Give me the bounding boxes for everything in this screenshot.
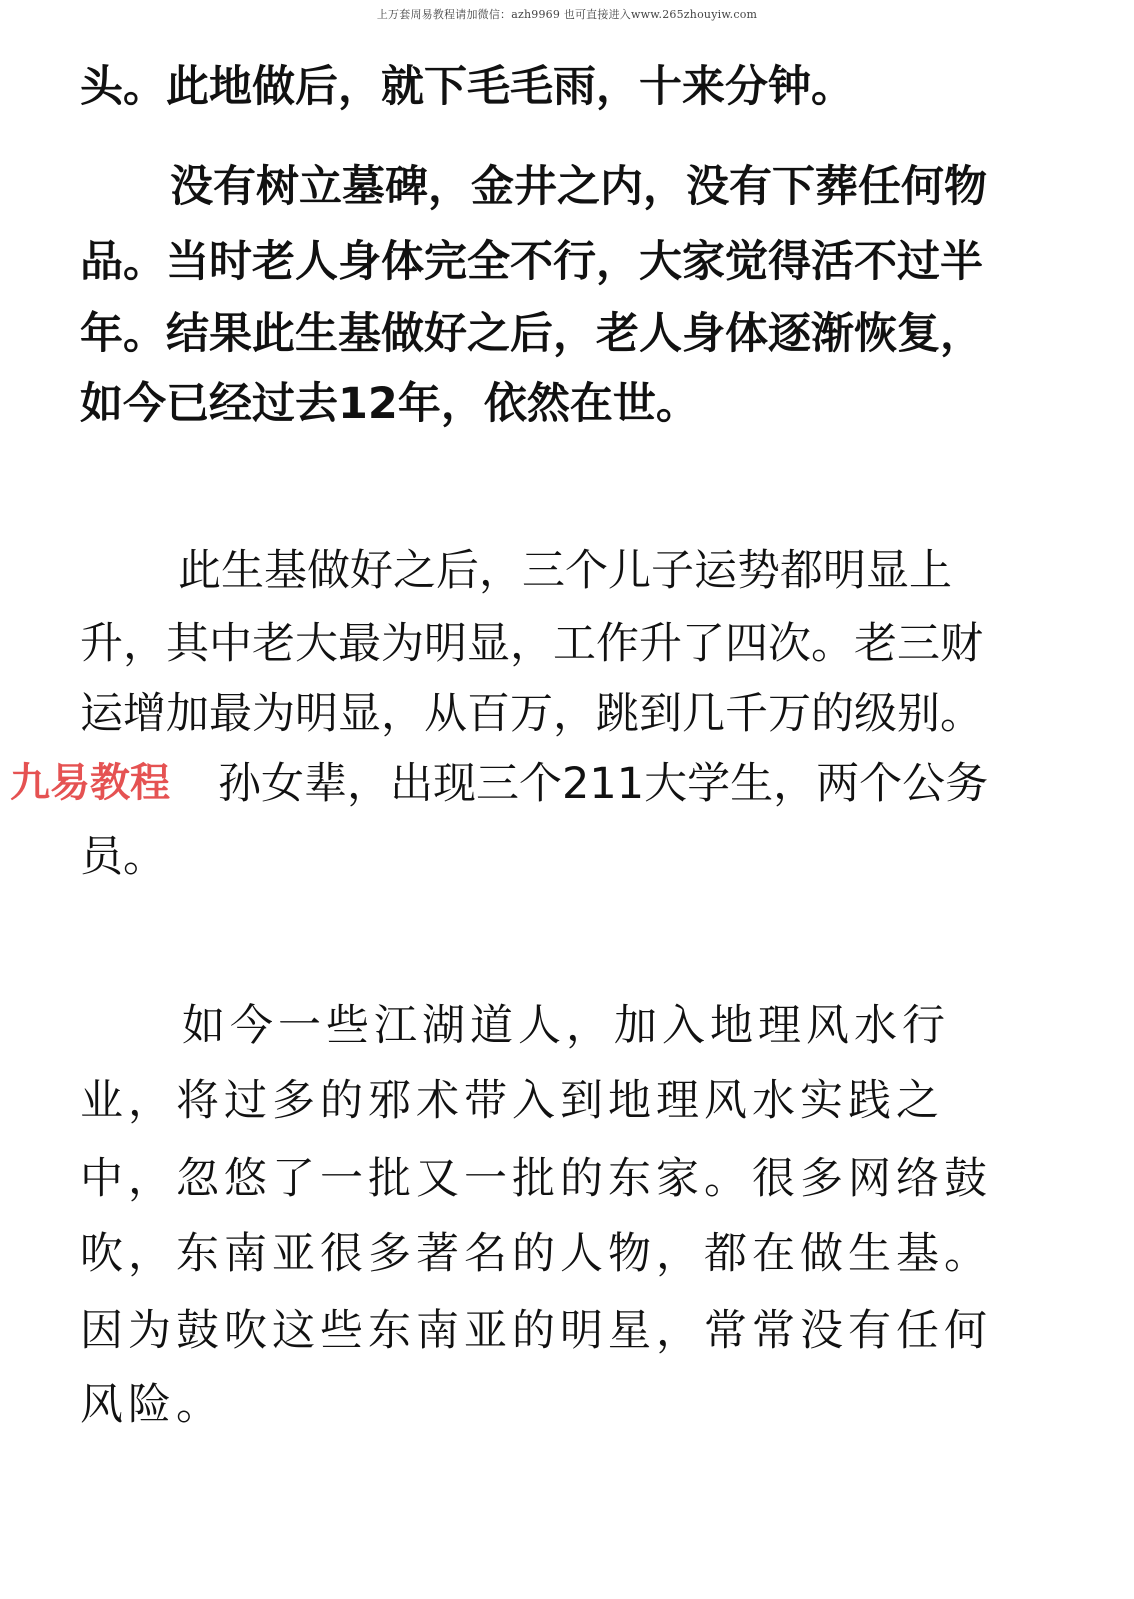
paragraph-2-line-2: 品。当时老人身体完全不行，大家觉得活不过半: [80, 237, 983, 287]
paragraph-3-line-1: 此生基做好之后，三个儿子运势都明显上: [178, 546, 952, 596]
paragraph-4-line-1: 如今一些江湖道人，加入地理风水行: [182, 1001, 950, 1051]
paragraph-2-line-4: 如今已经过去12年，依然在世。: [80, 379, 699, 429]
page-header-notice: 上万套周易教程请加微信：azh9969 也可直接进入www.265zhouyiw.com: [376, 8, 758, 21]
watermark-logo-text: 九易教程: [10, 760, 170, 806]
paragraph-1-line-1: 头。此地做后，就下毛毛雨，十来分钟。: [80, 62, 854, 112]
paragraph-4-line-4: 吹，东南亚很多著名的人物，都在做生基。: [80, 1229, 992, 1279]
paragraph-4-line-5: 因为鼓吹这些东南亚的明星，常常没有任何: [80, 1306, 992, 1356]
paragraph-2-line-3: 年。结果此生基做好之后，老人身体逐渐恢复，: [80, 309, 983, 359]
paragraph-3-line-5: 员。: [80, 832, 166, 882]
paragraph-4-line-2: 业，将过多的邪术带入到地理风水实践之: [80, 1076, 944, 1126]
paragraph-4-line-6: 风险。: [80, 1380, 224, 1430]
paragraph-3-line-3: 运增加最为明显，从百万，跳到几千万的级别。: [80, 689, 983, 739]
paragraph-3-line-2: 升，其中老大最为明显，工作升了四次。老三财: [80, 619, 983, 669]
paragraph-2-line-1: 没有树立墓碑，金井之内，没有下葬任何物: [170, 162, 987, 212]
paragraph-3-line-4: 孙女辈，出现三个211大学生，两个公务: [218, 759, 989, 809]
paragraph-4-line-3: 中，忽悠了一批又一批的东家。很多网络鼓: [80, 1154, 992, 1204]
